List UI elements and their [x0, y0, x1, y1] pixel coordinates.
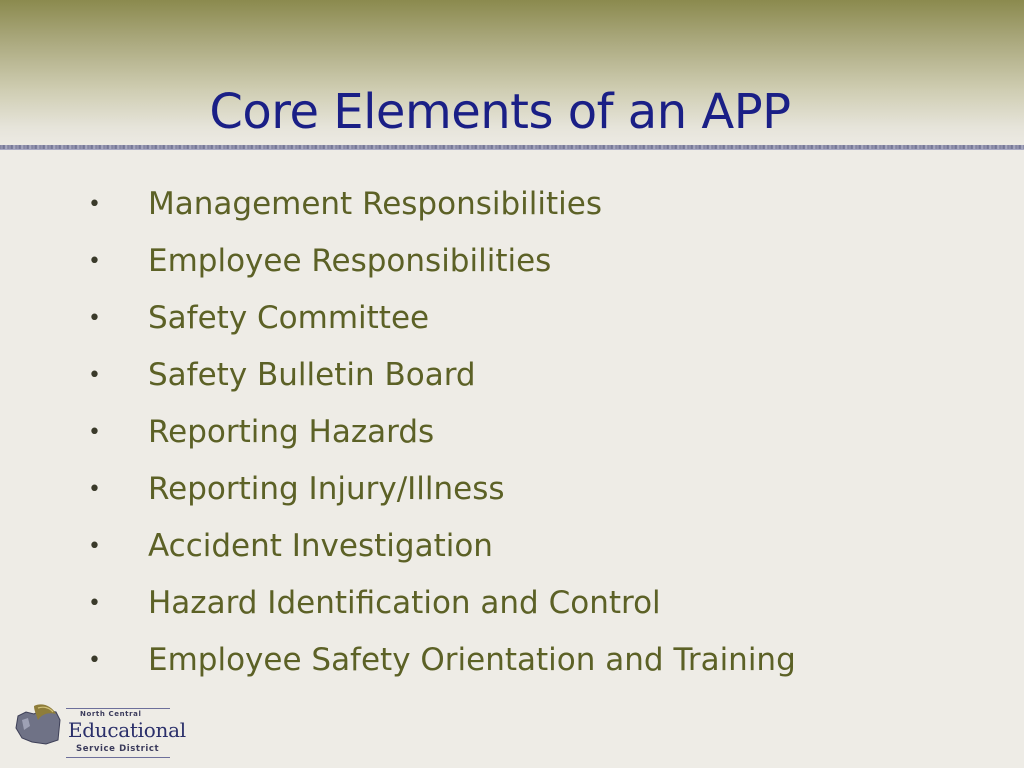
list-item-text: Reporting Injury/Illness	[148, 471, 505, 507]
list-item	[88, 471, 796, 528]
ncesd-logo	[12, 700, 186, 762]
title-divider-line	[0, 149, 1024, 150]
bullet-icon: •	[88, 648, 101, 673]
bullet-icon: •	[88, 192, 101, 217]
bullet-icon: •	[88, 591, 101, 616]
list-item	[88, 357, 796, 414]
slide-title: Core Elements of an APP	[209, 84, 791, 140]
bullet-icon: •	[88, 249, 101, 274]
list-item	[88, 642, 796, 699]
bullet-list	[88, 186, 796, 699]
bullet-icon: •	[88, 477, 101, 502]
bullet-icon: •	[88, 306, 101, 331]
bullet-icon: •	[88, 363, 101, 388]
list-item-text: Safety Bulletin Board	[148, 357, 476, 393]
list-item	[88, 528, 796, 585]
bullet-icon: •	[88, 534, 101, 559]
list-item	[88, 414, 796, 471]
list-item-text: Management Responsibilities	[148, 186, 602, 222]
list-item-text: Employee Safety Orientation and Training	[148, 642, 796, 678]
list-item-text: Accident Investigation	[148, 528, 493, 564]
list-item	[88, 300, 796, 357]
list-item-text: Employee Responsibilities	[148, 243, 552, 279]
list-item	[88, 585, 796, 642]
list-item-text: Hazard Identification and Control	[148, 585, 661, 621]
logo-line-2: Educational	[68, 718, 186, 742]
list-item-text: Safety Committee	[148, 300, 430, 336]
logo-line-3: Service District	[76, 744, 160, 754]
list-item	[88, 186, 796, 243]
list-item-text: Reporting Hazards	[148, 414, 435, 450]
bullet-icon: •	[88, 420, 101, 445]
logo-line-1: North Central	[80, 710, 142, 718]
list-item	[88, 243, 796, 300]
